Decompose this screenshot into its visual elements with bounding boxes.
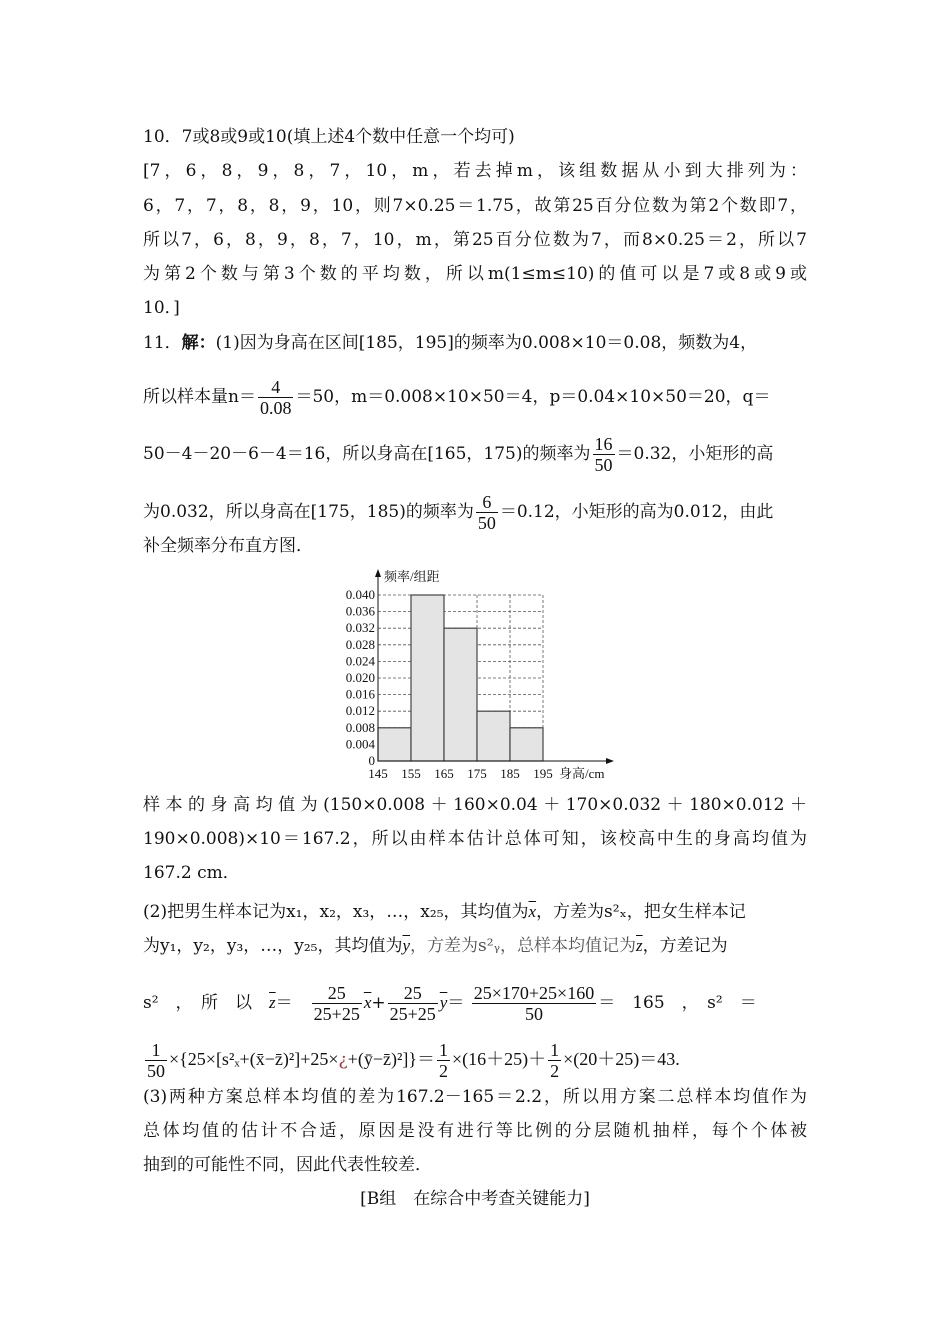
text: ，方差为s²ᵧ，总样本均值记为 [410, 936, 636, 956]
numerator: 4 [258, 377, 294, 398]
text: 为y₁，y₂，y₃，…，y₂₅，其均值为 [143, 936, 403, 956]
x-tick-label: 145 [368, 766, 388, 781]
fraction [593, 434, 615, 475]
y-tick-label: 0.024 [345, 653, 375, 669]
text: ，方差记为 [642, 936, 728, 956]
numerator: 1 [550, 1040, 560, 1060]
denominator: 50 [524, 1004, 543, 1024]
y-tick-label: 0.012 [345, 703, 375, 719]
text: ＝50，m＝0.008×10×50＝4，p＝0.04×10×50＝20，q＝ [295, 387, 771, 407]
numerator: 25 [388, 983, 438, 1004]
denominator: 50 [477, 513, 496, 533]
q10-line5: 为第2个数与第3个数的平均数，所以m(1≤m≤10)的值可以是7或8或9或 [143, 264, 807, 284]
q11-line4 [143, 492, 807, 533]
part2-line1 [143, 901, 807, 923]
text: ＝0.12，小矩形的高为0.012，由此 [499, 502, 774, 522]
y-tick-label: 0.032 [345, 620, 375, 636]
numerator: 25 [312, 983, 362, 1004]
y-tick-label: 0.020 [345, 670, 375, 685]
q11-number: 11． [143, 333, 182, 353]
numerator: 25×170+25×160 [473, 983, 595, 1003]
y-tick-label: 0.004 [345, 736, 375, 752]
y-bar: $\overline{y}$ [439, 993, 448, 1012]
x-tick-label: 185 [500, 766, 520, 781]
denominator: 0.08 [259, 398, 292, 418]
mean-line1: 样本的身高均值为(150×0.008＋160×0.04＋170×0.032＋180×0.012＋ [143, 795, 807, 815]
y-tick-label: 0.008 [345, 719, 375, 735]
denominator: 2 [438, 1061, 448, 1081]
x-tick-label: 155 [401, 766, 421, 781]
fraction [312, 983, 362, 1024]
text: ，方差为s²ₓ，把女生样本记 [536, 902, 746, 922]
q10-line6: 10．] [143, 298, 180, 318]
fraction [437, 1040, 450, 1081]
y-axis-label: 频率/组距 [384, 569, 440, 584]
numerator: 16 [594, 434, 613, 454]
text: 所以样本量 [143, 387, 228, 407]
part2-line4 [143, 1040, 807, 1081]
q11-line1 [143, 332, 807, 354]
section-heading: [B组 在综合中考查关键能力] [360, 1189, 590, 1209]
q10-line2: [7，6，8，9，8，7，10，m，若去掉m，该组数据从小到大排列为： [143, 161, 807, 181]
y-tick-label: 0.028 [345, 636, 375, 652]
text: ＝0.32，小矩形的高 [616, 444, 774, 464]
q10-line1: 10．7或8或9或10(填上述4个数中任意一个均可) [143, 127, 515, 147]
text: ＝ 165 ， s² ＝ [598, 993, 757, 1013]
text: n＝ [228, 387, 256, 407]
q10-line3: 6，7，7，8，8，9，10，则7×0.25＝1.75，故第25百分位数为第2个数即7， [143, 196, 807, 216]
histogram-bar [444, 628, 477, 761]
histogram-chart [320, 565, 620, 785]
q11-line5: 补全频率分布直方图． [143, 536, 313, 556]
fraction [472, 983, 596, 1024]
fraction [388, 983, 438, 1024]
q11-text: (1)因为身高在区间[185，195]的频率为0.008×10＝0.08，频数为4， [215, 333, 758, 353]
denominator: 25+25 [389, 1004, 436, 1024]
fraction [548, 1040, 561, 1081]
mean-line3: 167.2 cm． [143, 863, 240, 883]
text: ×(20＋25)＝43. [563, 1049, 680, 1069]
text: 50－4－20－6－4＝16，所以身高在[165，175)的频率为 [143, 444, 591, 464]
text: ×(16＋25)＋ [451, 1049, 547, 1069]
z-bar: $\overline{z}$ [269, 993, 276, 1012]
part3-line3: 抽到的可能性不同，因此代表性较差． [143, 1155, 432, 1175]
part3-line2: 总体均值的估计不合适，原因是没有进行等比例的分层随机抽样，每个个体被 [143, 1121, 807, 1141]
error-glyph: ¿ [338, 1050, 348, 1070]
q11-line2 [143, 377, 807, 418]
numerator: 1 [438, 1040, 448, 1060]
y-tick-label: 0 [368, 753, 375, 768]
x-tick-label: 175 [467, 766, 487, 781]
y-tick-label: 0.036 [345, 603, 375, 619]
numerator: 6 [476, 492, 498, 513]
histogram-bar [378, 728, 411, 761]
histogram-bar [477, 711, 510, 761]
text: +(ȳ−z̄)²]}＝ [347, 1049, 435, 1069]
fraction [145, 1040, 167, 1081]
part3-line1: (3)两种方案总样本均值的差为167.2－165＝2.2，所以用方案二总样本均值作为 [143, 1087, 807, 1107]
text: (2)把男生样本记为x₁，x₂，x₃，…，x₂₅，其均值为 [143, 902, 529, 922]
denominator: 25+25 [313, 1004, 360, 1024]
part2-line2 [143, 935, 807, 957]
mean-line2: 190×0.008)×10＝167.2，所以由样本估计总体可知，该校高中生的身高均值为 [143, 829, 807, 849]
fraction [258, 377, 294, 418]
x-bar: $\overline{x}$ [528, 902, 537, 921]
y-tick-label: 0.016 [345, 686, 375, 702]
x-axis-arrow [606, 758, 614, 764]
x-axis-label: 身高/cm [559, 766, 605, 781]
q11-line3 [143, 434, 807, 475]
denominator: 50 [594, 455, 613, 475]
fraction [476, 492, 498, 533]
part2-line3: s² ， 所 以 $\overline{z}=$ $\frac{25}{25+25}$ $\overline{x}+$ $\frac{25}{25+25}$ $\overline{y}=$ $\frac{25\times 170+25\times 160}{50}$ ＝ 165 ， s² ＝ [143, 983, 757, 1024]
text: 为0.032，所以身高在[175，185)的频率为 [143, 502, 474, 522]
x-tick-label: 195 [533, 766, 553, 781]
numerator: 1 [145, 1040, 167, 1061]
y-tick-label: 0.040 [345, 587, 375, 602]
z-bar: $\overline{z}$ [636, 936, 643, 955]
histogram-bar [411, 595, 444, 761]
q11-solve-label: 解： [181, 333, 216, 353]
histogram-bar [510, 728, 543, 761]
q10-line4: 所以7，6，8，9，8，7，10，m，第25百分位数为7，而8×0.25＝2，所以7 [143, 230, 807, 250]
text: ×{25×[s²ₓ+(x̄−z̄)²]+25× [169, 1049, 339, 1069]
x-tick-label: 165 [434, 766, 454, 781]
denominator: 50 [147, 1061, 165, 1081]
y-bar: $\overline{y}$ [402, 936, 411, 955]
text: s² ， 所 以 [143, 993, 253, 1013]
y-axis-arrow [375, 569, 381, 577]
denominator: 2 [550, 1061, 560, 1081]
x-bar: $\overline{x}$ [363, 993, 372, 1012]
